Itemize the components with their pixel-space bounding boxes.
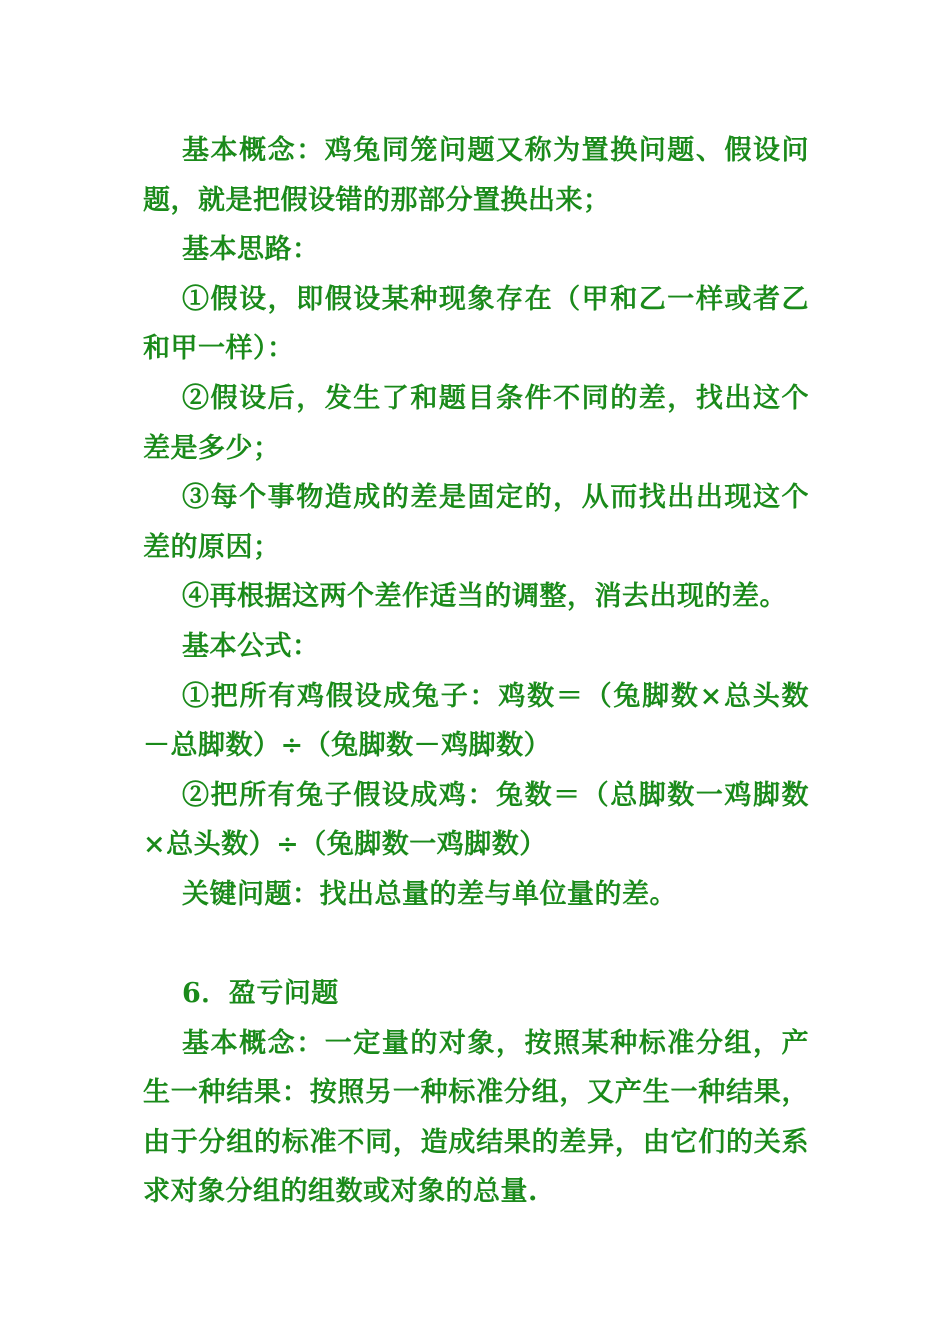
paragraph-approach-step-4: ④再根据这两个差作适当的调整，消去出现的差。 bbox=[182, 581, 787, 613]
paragraph-profit-loss-concept: 基本概念：一定量的对象，按照某种标准分组，产生一种结果：按照另一种标准分组，又产生一种结果，由于分组的标准不同，造成结果的差异，由它们的关系求对象分组的组数或对象的总量. bbox=[143, 1027, 809, 1208]
paragraph-approach-step-1: ①假设，即假设某种现象存在（甲和乙一样或者乙和甲一样）： bbox=[143, 283, 809, 365]
paragraph-approach-step-3: ③每个事物造成的差是固定的，从而找出出现这个差的原因； bbox=[143, 482, 809, 563]
section-heading-profit-loss: 6．盈亏问题 bbox=[182, 978, 339, 1010]
paragraph-basic-formula-heading: 基本公式： bbox=[182, 630, 320, 662]
paragraph-approach-step-2: ②假设后，发生了和题目条件不同的差，找出这个差是多少； bbox=[143, 382, 809, 464]
section-spacer bbox=[143, 920, 809, 970]
paragraph-formula-2: ②把所有兔子假设成鸡：兔数＝（总脚数一鸡脚数×总头数）÷（兔脚数一鸡脚数） bbox=[143, 779, 809, 861]
paragraph-basic-approach-heading: 基本思路： bbox=[182, 234, 320, 266]
paragraph-key-question: 关键问题：找出总量的差与单位量的差。 bbox=[182, 878, 677, 910]
paragraph-basic-concept: 基本概念：鸡兔同笼问题又称为置换问题、假设问题，就是把假设错的那部分置换出来； bbox=[143, 135, 809, 216]
document-body bbox=[143, 126, 809, 1217]
paragraph-formula-1: ①把所有鸡假设成兔子：鸡数＝（兔脚数×总头数－总脚数）÷（兔脚数－鸡脚数） bbox=[143, 680, 809, 762]
